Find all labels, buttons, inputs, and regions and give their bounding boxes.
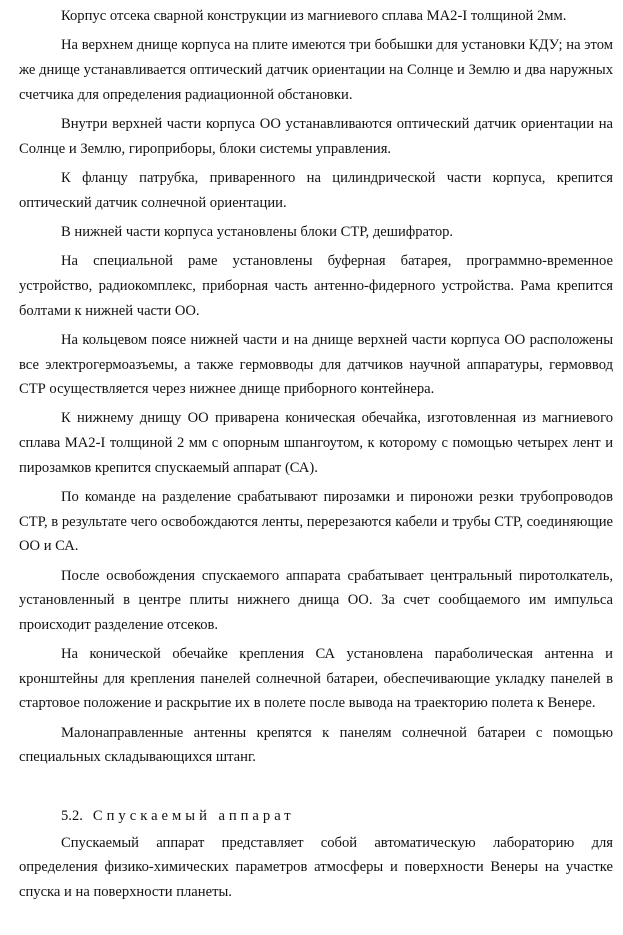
paragraph-low-gain-antennas: Малонаправленные антенны крепятся к панелям солнечной батареи с помощью специальных складывающихся штанг. [19,724,613,766]
section-number: 5.2. [61,807,83,824]
paragraph-connectors: На кольцевом поясе нижней части и на днище верхней части корпуса ОО расположены все электрогермоазъемы, а также гермовводы для датчиков научной аппаратуры, гермоввод СТР осуществляется через нижнее днище приборного контейнера. [19,331,613,398]
paragraph-lower-part: В нижней части корпуса установлены блоки СТР, дешифратор. [61,223,454,240]
paragraph-upper-bottom: На верхнем днище корпуса на плите имеются три бобышки для установки КДУ; на этом же днище устанавливается оптический датчик ориентации на Солнце и Землю и два наружных счетчика для определения радиационной обстановки. [19,37,613,103]
section-heading [19,804,613,829]
paragraph-hull-material: Корпус отсека сварной конструкции из магниевого сплава МА2-I толщиной 2мм. [61,8,567,24]
section-title: Спускаемый аппарат [92,807,295,824]
paragraph-special-frame: На специальной раме установлены буферная батарея, программно-временное устройство, радиокомплекс, приборная часть антенно-фидерного устройства. Рама крепится болтами к нижней части ОО. [19,253,613,319]
paragraph-conical-shell: К нижнему днищу ОО приварена коническая обечайка, изготовленная из магниевого сплава МА2-I толщиной 2 мм с опорным шпангоутом, к которому с помощью четырех лент и пирозамков крепится спускаемый аппарат (СА). [19,410,613,476]
paragraph-flange: К фланцу патрубка, приваренного на цилиндрической части корпуса, крепится оптический датчик солнечной ориентации. [19,169,613,211]
paragraph-pusher: После освобождения спускаемого аппарата срабатывает центральный пиротолкатель, установленный в центре плиты нижнего днища ОО. За счет сообщаемого им импульса происходит разделение отсеков. [19,567,613,633]
paragraph-lander-description: Спускаемый аппарат представляет собой автоматическую лабораторию для определения физико-химических параметров атмосферы и поверхности Венеры на участке спуска и на поверхности планеты. [19,834,613,900]
paragraph-upper-interior: Внутри верхней части корпуса ОО устанавливаются оптический датчик ориентации на Солнце и Землю, гироприборы, блоки системы управления. [19,115,613,157]
paragraph-antenna: На конической обечайке крепления СА установлена параболическая антенна и кронштейны для крепления панелей солнечной батареи, обеспечивающие укладку панелей в стартовое положение и раскрытие их в полете после вывода на траекторию полета к Венере. [19,646,613,712]
paragraph-separation-command: По команде на разделение срабатывают пирозамки и пироножи резки трубопроводов СТР, в результате чего освобождаются ленты, перерезаются кабели и трубы СТР, соединяющие ОО и СА. [19,489,613,555]
